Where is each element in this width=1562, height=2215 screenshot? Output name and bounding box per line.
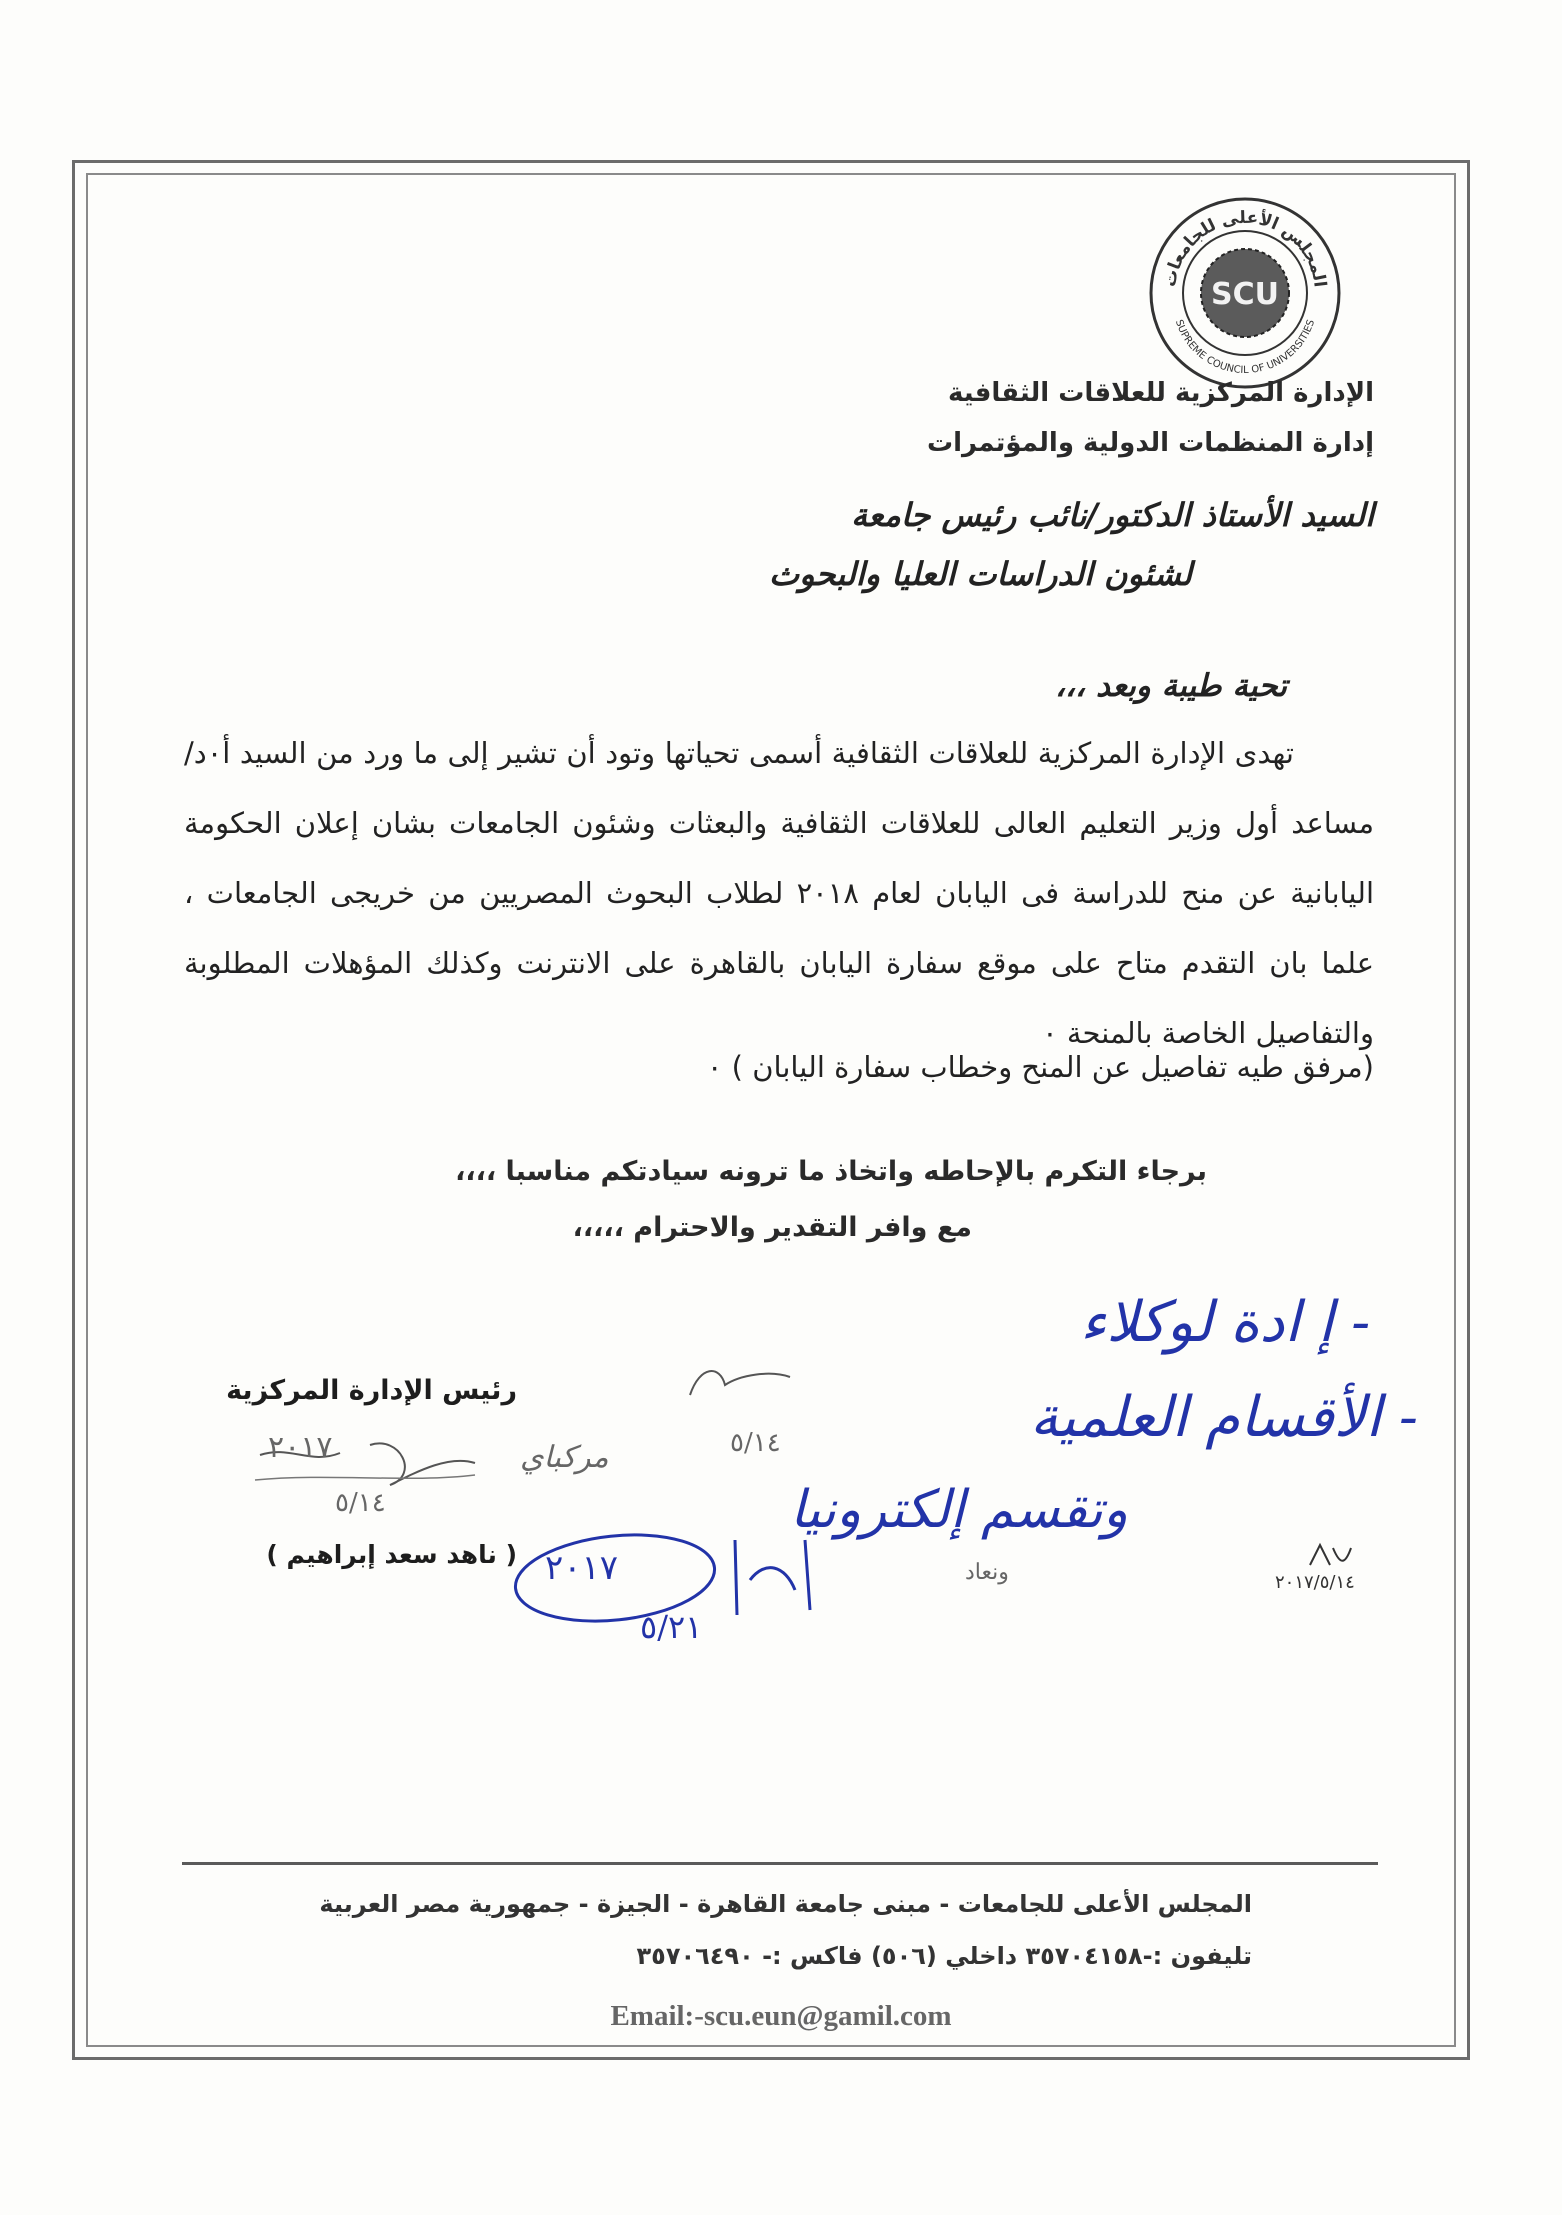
department-name: الإدارة المركزية للعلاقات الثقافية xyxy=(948,378,1374,408)
svg-text:SCU: SCU xyxy=(1211,277,1279,312)
handwritten-small-grey: ونعاد xyxy=(965,1560,1009,1585)
addressee-line-1: السيد الأستاذ الدكتور/نائب رئيس جامعة xyxy=(851,496,1374,534)
attachment-note: (مرفق طيه تفاصيل عن المنح وخطاب سفارة اليابان ) ٠ xyxy=(706,1050,1374,1084)
handwritten-date-small: ٢٠١٧/٥/١٤ xyxy=(1275,1572,1355,1593)
signatory-title: رئيس الإدارة المركزية xyxy=(226,1375,517,1406)
initials-small xyxy=(1305,1540,1355,1570)
initials-scribble xyxy=(680,1355,800,1415)
footer-phones: تليفون :-٣٥٧٠٤١٥٨ داخلي (٥٠٦) فاكس :- ٣٥٧٠٦٤٩٠ xyxy=(636,1942,1252,1970)
svg-text:المجلس الأعلى للجامعات: المجلس الأعلى للجامعات xyxy=(1159,207,1330,289)
footer-address: المجلس الأعلى للجامعات - مبنى جامعة القاهرة - الجيزة - جمهورية مصر العربية xyxy=(319,1890,1252,1918)
letter-body-paragraph: تهدى الإدارة المركزية للعلاقات الثقافية أسمى تحياتها وتود أن تشير إلى ما ورد من السيد أ٠د/ مساعد أول وزير التعليم العالى للعلاقات الثقافية والبعثات وشئون الجامعات بشان إعلان الحكومة اليابانية عن منح للدراسة فى اليابان لعام ٢٠١٨ لطلاب البحوث المصريين من خريجى الجامعات ، علما بان التقدم متاح على موقع سفارة اليابان بالقاهرة على الانترنت وكذلك المؤهلات المطلوبة والتفاصيل الخاصة بالمنحة ٠ xyxy=(184,736,1375,1050)
pencil-date-year: ٢٠١٧ xyxy=(268,1430,333,1465)
greeting: تحية طيبة وبعد ،،، xyxy=(1055,668,1287,704)
handwritten-note-line-2: - الأقسام العلمية xyxy=(1030,1385,1418,1450)
center-date: ٥/١٤ xyxy=(730,1428,781,1458)
addressee-line-2: لشئون الدراسات العليا والبحوث xyxy=(768,555,1192,593)
ink-date-year: ٢٠١٧ xyxy=(545,1548,619,1588)
footer-email: Email:-scu.eun@gamil.com xyxy=(610,2000,952,2032)
ink-date-day: ٥/٢١ xyxy=(640,1608,703,1646)
handwritten-note-line-1: - إ ادة لوكلاء xyxy=(1080,1290,1371,1355)
signatory-name: ( ناهد سعد إبراهيم ) xyxy=(266,1540,517,1569)
closing-regards: مع وافر التقدير والاحترام ،،،،، xyxy=(572,1212,972,1243)
svg-text:SUPREME COUNCIL OF UNIVERSITIE: SUPREME COUNCIL OF UNIVERSITIES xyxy=(1172,318,1318,377)
letter-body xyxy=(184,718,1374,1068)
sub-department-name: إدارة المنظمات الدولية والمؤتمرات xyxy=(927,428,1374,458)
footer-divider xyxy=(182,1862,1378,1865)
handwritten-word-grey: مركباي xyxy=(520,1440,609,1475)
scu-seal-logo xyxy=(1145,193,1345,393)
pencil-date-day: ٥/١٤ xyxy=(335,1488,386,1518)
closing-request: برجاء التكرم بالإحاطه واتخاذ ما ترونه سيادتكم مناسبا ،،،، xyxy=(455,1156,1207,1187)
handwritten-note-line-3: وتقسم إلكترونيا xyxy=(790,1480,1128,1540)
